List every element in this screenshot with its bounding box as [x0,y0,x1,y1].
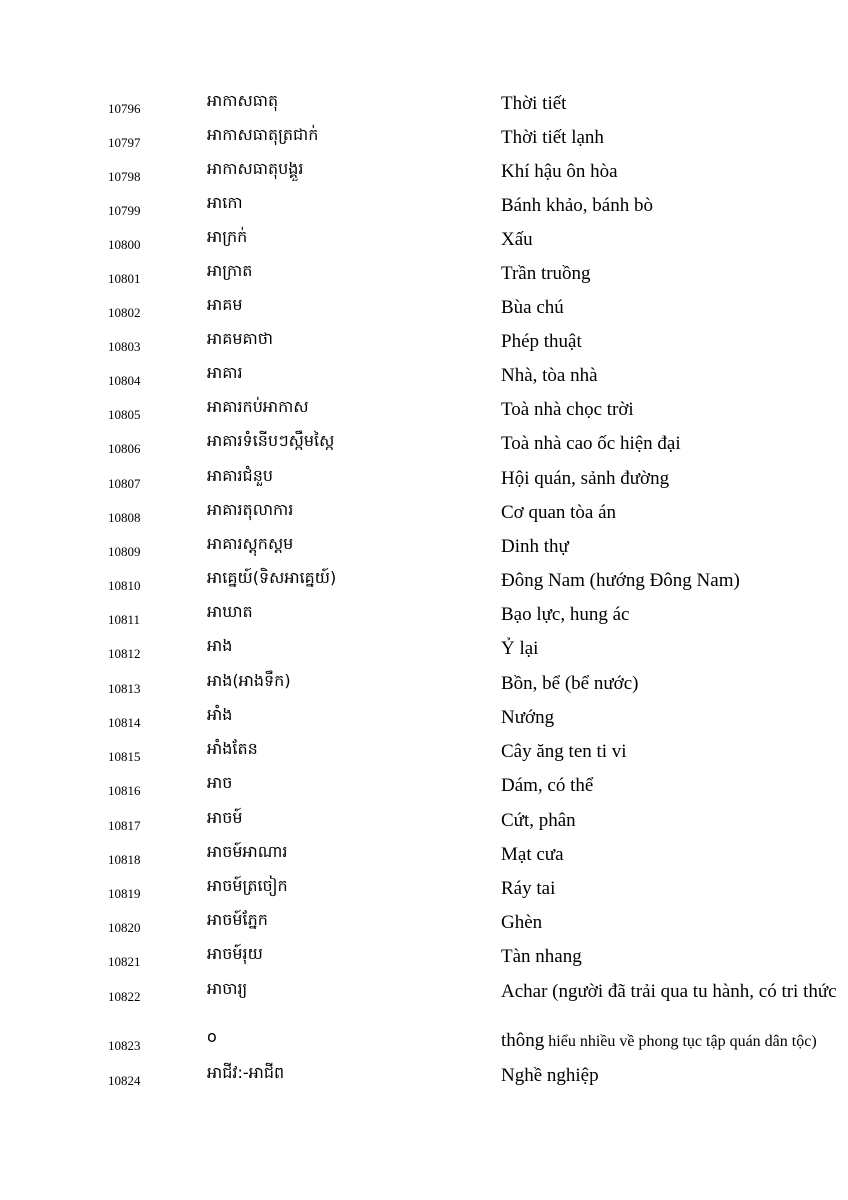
khmer-term: អាង [207,636,233,655]
vietnamese-translation: Dinh thự [501,536,569,557]
vietnamese-translation: Bạo lực, hung ác [501,604,630,625]
vietnamese-translation: Tàn nhang [501,946,582,967]
khmer-term: អាគារកប់អាកាស [207,397,309,416]
vietnamese-translation: Toà nhà cao ốc hiện đại [501,433,681,454]
vietnamese-translation: Cơ quan tòa án [501,502,617,523]
vietnamese-translation: Nhà, tòa nhà [501,365,598,386]
entry-row [0,565,848,599]
khmer-term: អាគម [207,295,243,314]
entry-number: 10806 [108,441,141,456]
vietnamese-translation: Bồn, bể (bể nước) [501,673,639,694]
entry-number: 10815 [108,749,141,764]
entry-row [0,770,848,804]
entry-row [0,224,848,258]
vietnamese-translation-lead: thông [501,1030,545,1051]
vietnamese-translation: Toà nhà chọc trời [501,399,634,420]
entry-row [0,497,848,531]
entry-number: 10812 [108,646,141,661]
entry-row [0,190,848,224]
entry-number: 10801 [108,271,141,286]
vietnamese-translation: Trần truồng [501,263,591,284]
entry-row [0,839,848,873]
entry-row [0,668,848,702]
khmer-term: អាឃាត [207,602,253,621]
khmer-term: អាចម៍រុយ [207,944,263,963]
vietnamese-translation: Phép thuật [501,331,582,352]
khmer-term: អាក្រក់ [207,227,248,246]
khmer-term: អាក្រាត [207,261,253,280]
khmer-term: អាង(អាងទឹក) [207,671,291,690]
vietnamese-translation [501,1030,817,1052]
entry-row [0,873,848,907]
vietnamese-translation: Xấu [501,229,533,250]
khmer-term: អាចម៍អាណារ [207,842,288,861]
entry-row [0,88,848,122]
entry-number: 10797 [108,135,141,150]
khmer-term: អាចារ្យ [207,979,248,998]
entry-row [0,976,848,1010]
entry-number: 10809 [108,544,141,559]
entry-row [0,941,848,975]
khmer-term: អាច [207,773,233,792]
vietnamese-translation: Cây ăng ten ti vi [501,741,627,762]
vietnamese-translation: Nướng [501,707,555,728]
khmer-term: អាំងតែន [207,739,258,758]
entry-row [0,156,848,190]
entry-row [0,360,848,394]
khmer-term: អាកាសធាតុត្រជាក់ [207,125,319,144]
entry-row [0,702,848,736]
entry-number: 10822 [108,989,141,1004]
vietnamese-translation: Ỷ lại [501,638,539,659]
entry-row [0,258,848,292]
entry-row [0,805,848,839]
entry-row [0,122,848,156]
vietnamese-translation: Dám, có thể [501,775,594,796]
entry-number: 10798 [108,169,141,184]
khmer-term: អាកោ [207,193,243,212]
entry-number: 10796 [108,101,141,116]
entry-number: 10821 [108,954,141,969]
vietnamese-translation-rest: hiểu nhiều về phong tục tập quán dân tộc) [544,1033,817,1050]
entry-number: 10823 [108,1038,141,1053]
entry-row [0,633,848,667]
vietnamese-translation: Achar (người đã trải qua tu hành, có tri thức [501,981,837,1002]
entry-row [0,907,848,941]
khmer-term: អាចម៍ភ្នែក [207,910,268,929]
khmer-term: អាគារទំនើបៗស្កឹមស្កៃ [207,431,335,450]
vietnamese-translation: Khí hậu ôn hòa [501,161,618,182]
khmer-term: អាំង [207,705,233,724]
vietnamese-translation: Bánh khảo, bánh bò [501,195,653,216]
khmer-term: អាកាសធាតុបង្គួរ [207,159,304,178]
entry-number: 10824 [108,1073,141,1088]
khmer-term: អាចម៍ [207,808,243,827]
khmer-term: អាគារជំនួប [207,466,274,485]
entry-number: 10804 [108,373,141,388]
vietnamese-translation: Thời tiết lạnh [501,127,604,148]
entry-number: 10817 [108,818,141,833]
entry-row [0,1060,848,1094]
entry-row [0,394,848,428]
entry-number: 10820 [108,920,141,935]
khmer-term: អាជីវ:-អាជីព [207,1063,285,1082]
khmer-term: អាកាសធាតុ [207,91,279,110]
entry-number: 10808 [108,510,141,525]
entry-row [0,292,848,326]
entry-row [0,463,848,497]
vietnamese-translation: Mạt cưa [501,844,564,865]
entry-number: 10805 [108,407,141,422]
vietnamese-translation: Thời tiết [501,93,567,114]
entry-row [0,428,848,462]
khmer-term: អាគារតុលាការ [207,500,294,519]
khmer-term: o [207,1027,217,1046]
entry-number: 10810 [108,578,141,593]
entry-row [0,599,848,633]
entry-number: 10814 [108,715,141,730]
entry-number: 10813 [108,681,141,696]
entry-number: 10816 [108,783,141,798]
entry-number: 10819 [108,886,141,901]
entry-row [0,1025,848,1059]
entry-number: 10802 [108,305,141,320]
entry-row [0,736,848,770]
entry-number: 10818 [108,852,141,867]
vietnamese-translation: Cứt, phân [501,810,576,831]
vietnamese-translation: Đông Nam (hướng Đông Nam) [501,570,740,591]
vietnamese-translation: Nghề nghiệp [501,1065,599,1086]
entry-number: 10799 [108,203,141,218]
entry-number: 10811 [108,612,141,627]
khmer-term: អាចម៍ត្រចៀក [207,876,288,895]
vietnamese-translation: Ráy tai [501,878,556,899]
entry-number: 10807 [108,476,141,491]
khmer-term: អាគមគាថា [207,329,274,348]
entry-number: 10803 [108,339,141,354]
khmer-term: អាគារ [207,363,243,382]
khmer-term: អាគ្នេយ៍(ទិសអាគ្នេយ៍) [207,568,337,587]
entry-row [0,326,848,360]
vietnamese-translation: Bùa chú [501,297,564,318]
vietnamese-translation: Hội quán, sảnh đường [501,468,670,489]
entry-number: 10800 [108,237,141,252]
entry-row [0,531,848,565]
khmer-term: អាគារស្តុកស្តម [207,534,294,553]
vietnamese-translation: Ghèn [501,912,543,933]
